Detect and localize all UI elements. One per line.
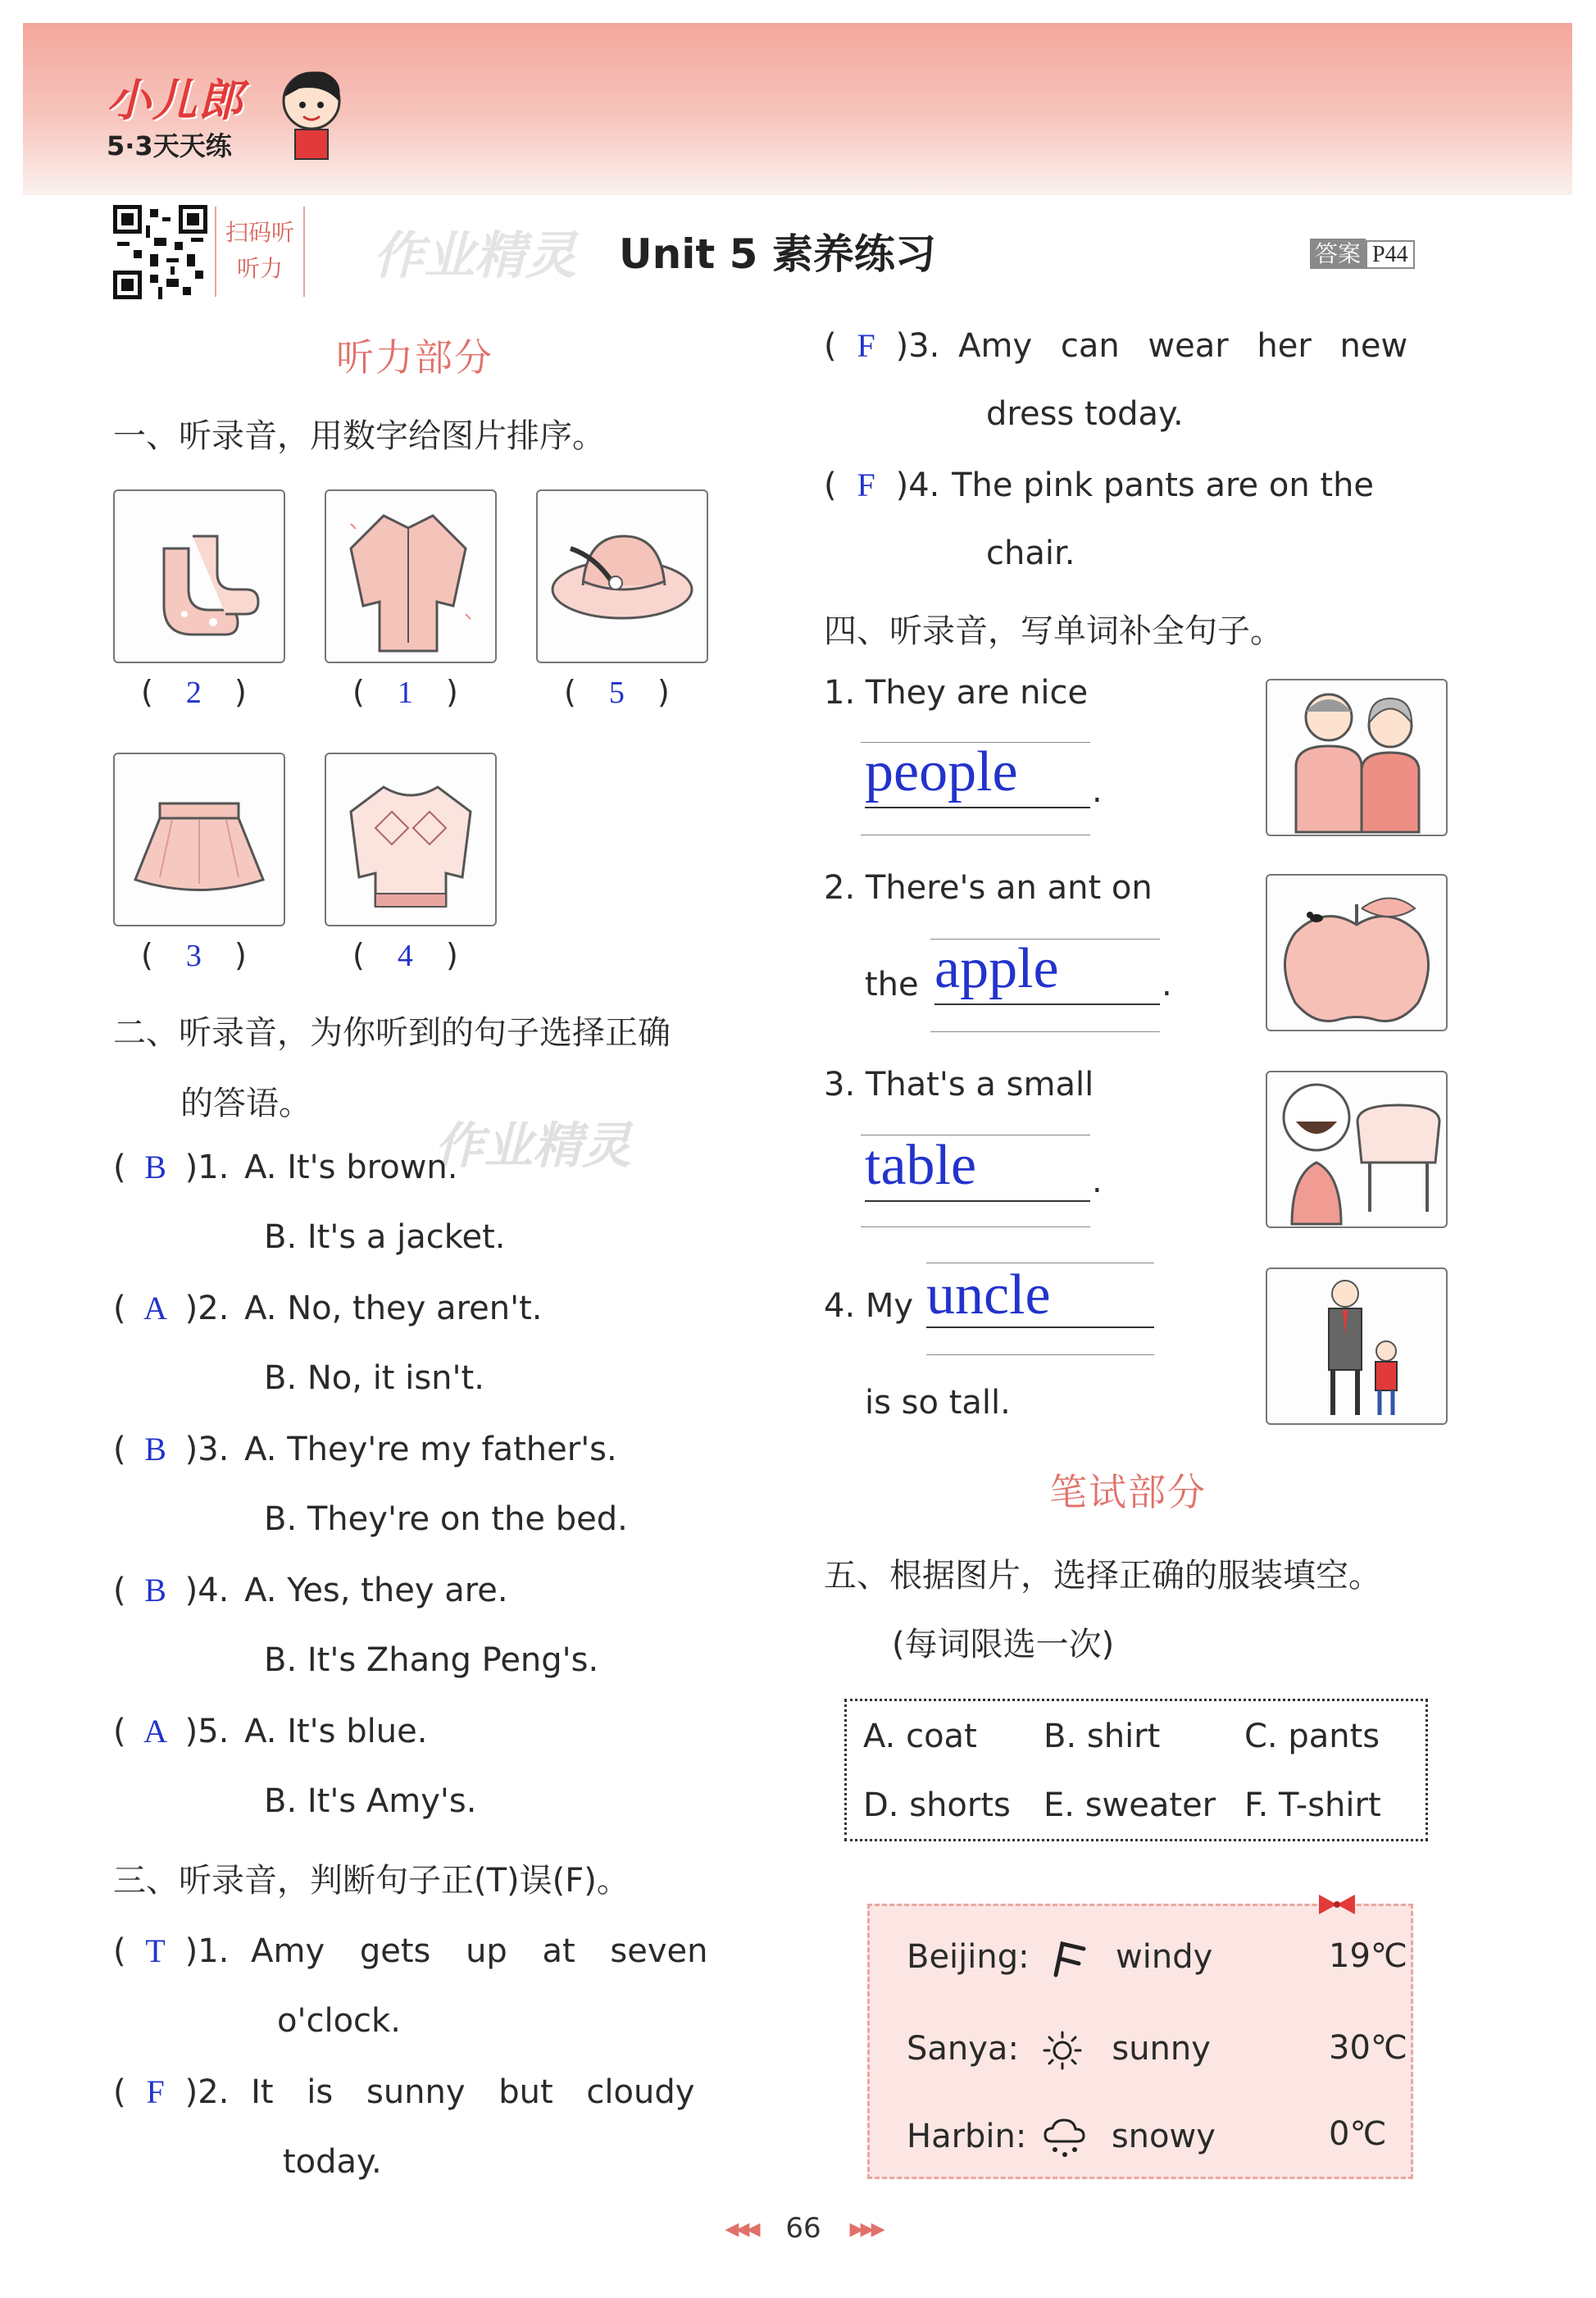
option-pants: C. pants xyxy=(1244,1718,1380,1755)
option-shorts: D. shorts xyxy=(863,1786,1011,1824)
answer-label: 答案 xyxy=(1310,239,1366,269)
prev-arrows-icon: ◂◂◂ xyxy=(725,2212,757,2245)
part2-instruction-line1: 二、听录音，为你听到的句子选择正确 xyxy=(113,1014,671,1052)
apple-with-ant-icon xyxy=(1267,876,1446,1030)
logo-sub-text: 5·3天天练 xyxy=(107,130,232,162)
part2-option-5b: B. It's Amy's. xyxy=(264,1782,477,1820)
weather-windy: windy xyxy=(1116,1938,1213,1976)
part3-question-3: ( F )3. Amy can wear her new xyxy=(824,327,1408,365)
temp-sanya: 30℃ xyxy=(1329,2029,1407,2067)
part3-question-3-line2: dress today. xyxy=(986,395,1184,433)
picture-uncle xyxy=(1266,1267,1448,1425)
part1-instruction: 一、听录音，用数字给图片排序。 xyxy=(113,417,605,455)
logo-main-text: 小儿郎 xyxy=(107,75,244,126)
uncle-and-child-icon xyxy=(1267,1269,1446,1423)
weather-row-sanya xyxy=(907,2029,1407,2072)
part4-answer-4: uncle xyxy=(926,1269,1154,1328)
weather-row-harbin xyxy=(907,2115,1398,2161)
answer-reference xyxy=(1310,236,1415,269)
girl-and-table-icon xyxy=(1267,1072,1446,1226)
part3-question-2: ( F )2. It is sunny but cloudy xyxy=(113,2073,695,2111)
page-number: 66 xyxy=(785,2212,821,2245)
picture-coat xyxy=(325,489,497,663)
option-t-shirt: F. T-shirt xyxy=(1244,1786,1381,1824)
part5-instruction: 五、根据图片，选择正确的服装填空。 xyxy=(824,1557,1381,1595)
part4-instruction: 四、听录音，写单词补全句子。 xyxy=(824,612,1283,650)
part2-question-3: ( B )3. A. They're my father's. xyxy=(113,1431,617,1468)
part3-instruction: 三、听录音，判断句子正(T)误(F)。 xyxy=(113,1862,630,1900)
picture-hat xyxy=(536,489,708,663)
weather-row-beijing xyxy=(907,1937,1407,1980)
picture-small-table xyxy=(1266,1071,1448,1228)
weather-snowy: snowy xyxy=(1111,2118,1216,2155)
part4-question-2-mid: the xyxy=(865,966,919,1003)
weather-card xyxy=(867,1904,1413,2179)
qr-code-icon xyxy=(113,205,207,299)
writing-guide-line xyxy=(930,1031,1160,1032)
watermark-middle: 作业精灵 xyxy=(434,1117,631,1175)
part4-question-2-suffix: . xyxy=(1162,966,1172,1003)
part4-question-2-prefix: 2. There's an ant on xyxy=(824,869,1153,907)
part2-option-3b: B. They're on the bed. xyxy=(264,1500,628,1538)
option-sweater: E. sweater xyxy=(1044,1786,1216,1824)
bow-icon xyxy=(1312,1890,1362,1919)
scan-listen-label: 扫码听听力 xyxy=(215,207,305,297)
unit-title: Unit 5 素养练习 xyxy=(619,230,936,278)
part2-question-5: ( A )5. A. It's blue. xyxy=(113,1713,428,1750)
writing-guide-line xyxy=(861,1226,1090,1227)
weather-sunny: sunny xyxy=(1112,2030,1211,2068)
part3-question-1: ( T )1. Amy gets up at seven xyxy=(113,1932,708,1970)
clothing-options-box xyxy=(844,1699,1428,1841)
answer-page: P44 xyxy=(1366,240,1415,269)
part4-question-1-prefix: 1. They are nice xyxy=(824,674,1089,712)
socks-icon xyxy=(115,491,284,662)
part4-question-4-suffix: is so tall. xyxy=(865,1384,1011,1422)
picture-hat-answer: ( 5 ) xyxy=(564,674,670,710)
picture-sweater xyxy=(325,753,497,926)
writing-guide-line xyxy=(926,1354,1154,1355)
part4-question-3-prefix: 3. That's a small xyxy=(824,1066,1094,1103)
part2-option-2b: B. No, it isn't. xyxy=(264,1359,484,1397)
temp-beijing: 19℃ xyxy=(1329,1937,1407,1975)
mascot-icon xyxy=(275,64,348,162)
watermark-top: 作业精灵 xyxy=(373,225,577,285)
snowy-icon xyxy=(1042,2115,1088,2161)
part4-question-1-suffix: . xyxy=(1092,772,1103,810)
picture-grandparents xyxy=(1266,679,1448,836)
part3-question-2-line2: today. xyxy=(283,2143,382,2181)
part4-answer-3: table xyxy=(865,1141,1090,1202)
picture-apple xyxy=(1266,874,1448,1031)
option-shirt: B. shirt xyxy=(1044,1718,1161,1755)
part2-option-4b: B. It's Zhang Peng's. xyxy=(264,1641,599,1679)
part2-instruction-line2: 的答语。 xyxy=(180,1085,311,1122)
picture-socks-answer: ( 2 ) xyxy=(141,674,247,710)
page-footer xyxy=(648,2212,959,2245)
part2-question-4: ( B )4. A. Yes, they are. xyxy=(113,1572,508,1609)
temp-harbin: 0℃ xyxy=(1329,2115,1387,2153)
hat-icon xyxy=(538,491,707,662)
picture-socks xyxy=(113,489,285,663)
skirt-icon xyxy=(115,754,284,925)
sweater-icon xyxy=(326,754,495,925)
picture-coat-answer: ( 1 ) xyxy=(352,674,458,710)
part3-question-4-line2: chair. xyxy=(986,535,1075,572)
writing-section-title: 笔试部分 xyxy=(1049,1470,1207,1514)
part2-question-1: ( B )1. A. It's brown. xyxy=(113,1149,458,1186)
windy-icon xyxy=(1048,1937,1090,1980)
city-sanya: Sanya: xyxy=(907,2030,1019,2068)
part2-question-2: ( A )2. A. No, they aren't. xyxy=(113,1290,543,1327)
picture-skirt xyxy=(113,753,285,926)
part4-answer-2: apple xyxy=(934,944,1160,1005)
city-beijing: Beijing: xyxy=(907,1938,1030,1976)
coat-icon xyxy=(326,491,495,662)
listening-section-title: 听力部分 xyxy=(336,335,493,380)
part4-question-4-prefix: 4. My xyxy=(824,1287,914,1325)
city-harbin: Harbin: xyxy=(907,2118,1027,2155)
brand-logo xyxy=(107,66,244,163)
picture-sweater-answer: ( 4 ) xyxy=(352,937,458,973)
part4-answer-1: people xyxy=(865,748,1090,808)
part4-question-3-suffix: . xyxy=(1092,1163,1103,1200)
part2-option-1b: B. It's a jacket. xyxy=(264,1218,506,1256)
option-coat: A. coat xyxy=(863,1718,977,1755)
next-arrows-icon: ▸▸▸ xyxy=(849,2212,882,2245)
part3-question-1-line2: o'clock. xyxy=(277,2002,401,2040)
part5-note: (每词限选一次) xyxy=(892,1626,1115,1663)
part3-question-4: ( F )4. The pink pants are on the xyxy=(824,466,1375,504)
picture-skirt-answer: ( 3 ) xyxy=(141,937,247,973)
sunny-icon xyxy=(1041,2029,1084,2072)
grandparents-icon xyxy=(1267,680,1446,835)
